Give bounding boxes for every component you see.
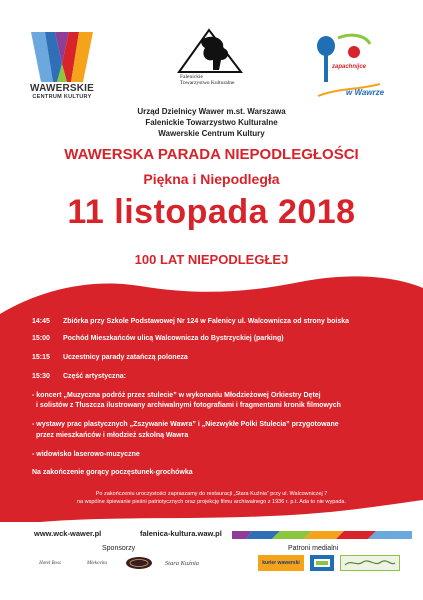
zas-text-wawer: w Wawrze (346, 88, 385, 97)
oval-emblem-icon (124, 556, 154, 570)
wck-name: WAWERSKIE (29, 83, 95, 94)
footnote (0, 490, 423, 506)
program-text: Część artystyczna: (62, 373, 126, 380)
organizer-1: Urząd Dzielnicy Wawer m.st. Warszawa (137, 107, 286, 116)
color-stripe-decoration (232, 531, 412, 539)
ftk-tree-icon (175, 26, 245, 74)
anniversary-text: 100 LAT NIEPODLEGŁEJ (134, 252, 289, 267)
sponsor-logo-stara-kuznia (160, 556, 204, 570)
wck-website-link[interactable]: www.wck-wawer.pl (34, 529, 102, 538)
sponsor-name: Stara Kuźnia (164, 559, 200, 567)
zas-text: zapachnijce (332, 64, 367, 70)
patron-script-icon (343, 558, 397, 568)
program-text: Uczestnicy parady zatańczą poloneza (62, 354, 188, 361)
footnote-line-1: Po zakończeniu uroczystości zapraszamy do restauracji „Stara Kuźnia” przy ul. Walcowniczej 7 (95, 491, 328, 497)
patron-badge-icon (312, 557, 332, 569)
sponsor-name: Hotel Boss (39, 560, 61, 566)
closing-line: Na zakończenie gorący poczęstunek-grochówka (32, 469, 193, 476)
wck-logo (22, 32, 102, 100)
concert-line-1: - koncert „Muzyczna podróż przez stulecie” w wykonaniu Młodzieżowej Orkiestry Dętej (32, 392, 321, 399)
program-item (32, 318, 349, 325)
sponsor-name: Mlekovita (87, 560, 107, 566)
ftk-name-line2: Towarzystwo Kulturalne (180, 80, 235, 86)
patrons-label: Patroni medialni (288, 545, 339, 552)
event-date: 11 listopada 2018 (67, 193, 356, 231)
sponsor-logo-hotel-boss (30, 556, 70, 570)
program-item (32, 335, 284, 342)
wck-subtitle: CENTRUM KULTURY (32, 94, 92, 100)
sponsor-logo-mlekovita (78, 556, 116, 570)
program-item (32, 354, 188, 361)
program-time: 15:00 (32, 335, 50, 342)
ftk-name-line1: Falenickie (180, 74, 203, 80)
patron-logo-kurier-wawerski (258, 555, 304, 571)
ftk-website-link[interactable]: falenica-kultura.waw.pl (140, 529, 222, 538)
sponsors-label: Sponsorzy (102, 545, 136, 552)
exhibit-line-2: przez mieszkańców i młodzież szkolną Wawra (36, 432, 189, 439)
organizers (0, 106, 423, 139)
footnote-line-2: na wspólne śpiewanie pieśni patriotycznych oraz projekcję filmu archiwalnego z 1936 r. p.t. Ada to nie wypada. (76, 499, 347, 505)
program-item (32, 373, 126, 380)
event-subtitle: Piękna i Niepodległa (143, 171, 280, 187)
program-time: 15:30 (32, 373, 50, 380)
program-text: Pochód Mieszkańców ulicą Walcownicza do Bystrzyckiej (parking) (62, 335, 284, 342)
exhibit-line-1: - wystawy prac plastycznych „Zszywanie Wawra” i „Niezwykłe Polki Stulecia” przygotowane (32, 421, 339, 428)
patron-name: kurier wawerski (262, 560, 300, 566)
program-text: Zbiórka przy Szkole Podstawowej Nr 124 w Falenicy ul. Walcownicza od strony boiska (62, 318, 349, 325)
event-title: WAWERSKA PARADA NIEPODLEGŁOŚCI (64, 146, 359, 163)
patron-logo-3 (340, 555, 400, 571)
program-time: 14:45 (32, 318, 50, 325)
concert-line-2: i solistów z Tłuszcza ilustrowany archiwalnymi fotografiami i fragmentami kronik filmowych (36, 402, 341, 409)
program-time: 15:15 (32, 354, 50, 361)
wck-w-logo-icon (31, 32, 93, 82)
laser-show-line: - widowisko laserowo-muzyczne (32, 451, 140, 458)
patron-logo-2 (310, 555, 334, 571)
ftk-logo (170, 26, 250, 86)
zas-logo (308, 30, 386, 102)
organizer-2: Falenickie Towarzystwo Kulturalne (145, 118, 278, 127)
organizer-3: Wawerskie Centrum Kultury (158, 129, 265, 138)
sponsor-logo-oval (124, 556, 154, 570)
